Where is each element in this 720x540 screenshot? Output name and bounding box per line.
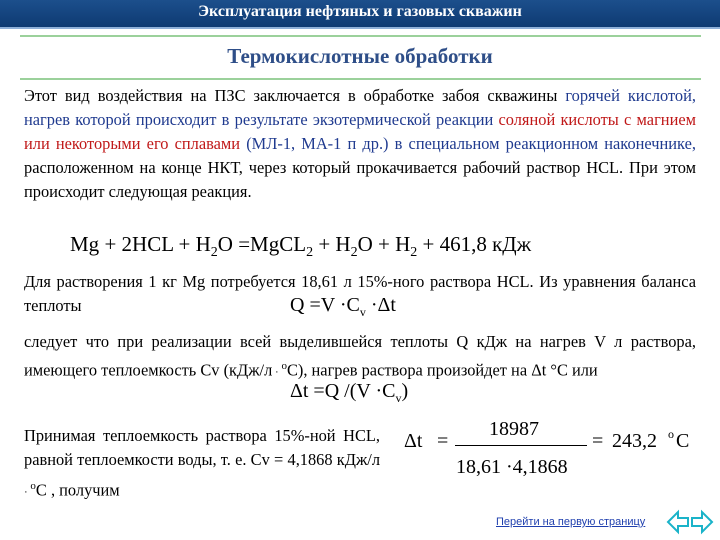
plus-sign: + (422, 232, 435, 256)
first-page-link[interactable]: Перейти на первую страницу (496, 516, 646, 528)
back-arrow-button[interactable] (666, 509, 690, 535)
heat-balance-formula (290, 294, 396, 320)
equals-sign: = (309, 294, 321, 316)
dot-operator: · (370, 294, 378, 316)
heating-units: (кДж/л (223, 360, 273, 380)
intro-red-text: соляной кислоты с магнием или некоторыми его сплавами (24, 110, 696, 153)
reaction-mgcl: MgCL (250, 232, 307, 256)
formula-q-c-sub: v (359, 305, 366, 319)
reaction-h2o-h-2: H (335, 232, 351, 256)
reaction-hcl: 2HCL (121, 232, 174, 256)
calc-lhs: Δt (404, 430, 423, 452)
reaction-h2o-o: O (217, 232, 233, 256)
reaction-h2-sub: 2 (410, 245, 418, 261)
dot-operator: · (24, 486, 31, 499)
intro-blue-text: горячей кислотой, нагрев которой происходит в результате экзотермической реакции (24, 86, 696, 129)
heat-capacity-paragraph (24, 424, 380, 504)
forward-arrow-button[interactable] (690, 509, 714, 535)
degree-sign: o (30, 480, 36, 492)
equals-sign: = (592, 430, 604, 452)
slide-title: Термокислотные обработки (227, 44, 493, 68)
heating-paragraph (24, 330, 696, 384)
calc-denominator: 18,61 ·4,1868 (456, 456, 568, 478)
reaction-h2o-sub: 2 (210, 245, 218, 261)
heating-text: следует что при реализации всей выделившейся теплоты Q кДж на нагрев V л раствора, имеющего теплоемкость Cv (24, 332, 696, 380)
course-title: Эксплуатация нефтяных и газовых скважин (198, 3, 522, 20)
top-divider (20, 35, 701, 37)
heating-text-end: С), нагрев раствора произойдет на Δt °С или (286, 360, 598, 380)
delta-t-formula (290, 380, 408, 406)
formula-dt-q: Q (324, 380, 340, 402)
formula-q-v: V (320, 294, 335, 316)
reaction-h2o-o-2: O (357, 232, 373, 256)
intro-blue-text-2: (МЛ-1, МА-1 п др.) в специальном реакционном наконечнике, (246, 134, 696, 153)
formula-dt-lhs: Δt (290, 380, 309, 402)
formula-dt-c: C (382, 380, 396, 402)
plus-sign: + (104, 232, 117, 256)
intro-paragraph (24, 84, 696, 204)
plus-sign: + (378, 232, 390, 256)
plus-sign: + (318, 232, 331, 256)
dot-operator: · (375, 380, 383, 402)
equals-sign: = (238, 232, 251, 256)
formula-q-c: C (346, 294, 360, 316)
heat-capacity-text: Принимая теплоемкость раствора 15%-ной HCL, равной теплоемкости воды, т. е. Cv = 4,1868 кДж/л (24, 426, 380, 469)
fraction-bar (455, 445, 587, 446)
reaction-h2o-sub-2: 2 (350, 245, 358, 261)
equals-sign: = (437, 430, 449, 452)
reaction-h2-h: H (395, 232, 411, 256)
dot-operator: · (272, 366, 282, 379)
reaction-mgcl-sub: 2 (306, 245, 314, 261)
formula-dt-slash: / (344, 380, 350, 402)
formula-dt-open: (V (349, 380, 371, 402)
reaction-equation (70, 232, 531, 261)
degree-sign: o (668, 427, 674, 441)
title-divider (20, 78, 701, 80)
calc-numerator: 18987 (489, 418, 539, 440)
formula-dt-close: ) (401, 380, 409, 402)
formula-q-lhs: Q (290, 294, 305, 316)
formula-q-dt: Δt (377, 294, 396, 316)
calc-result: 243,2 (612, 430, 657, 452)
formula-dt-c-sub: v (395, 391, 402, 405)
heat-capacity-text-end: С , получим (35, 480, 120, 500)
calc-unit: С (676, 430, 690, 452)
reaction-mg: Mg (70, 232, 100, 256)
intro-text: Этот вид воздействия на ПЗС заключается в обработке забоя скважины (24, 86, 566, 105)
forward-arrow-icon (690, 509, 714, 535)
reaction-h2o-h: H (195, 232, 211, 256)
intro-text-end: расположенном на конце НКТ, через который прокачивается рабочий раствор HCL. При этом происходит следующая реакция. (24, 158, 696, 201)
equals-sign: = (313, 380, 325, 402)
dot-operator: · (339, 294, 347, 316)
reaction-energy: 461,8 кДж (439, 232, 532, 256)
dissolution-paragraph: Для растворения 1 кг Mg потребуется 18,61 л 15%-ного раствора HCL. Из уравнения баланса теплоты (24, 272, 696, 315)
degree-sign: o (281, 360, 287, 372)
course-header-bar (0, 0, 720, 29)
back-arrow-icon (666, 509, 690, 535)
plus-sign: + (178, 232, 191, 256)
